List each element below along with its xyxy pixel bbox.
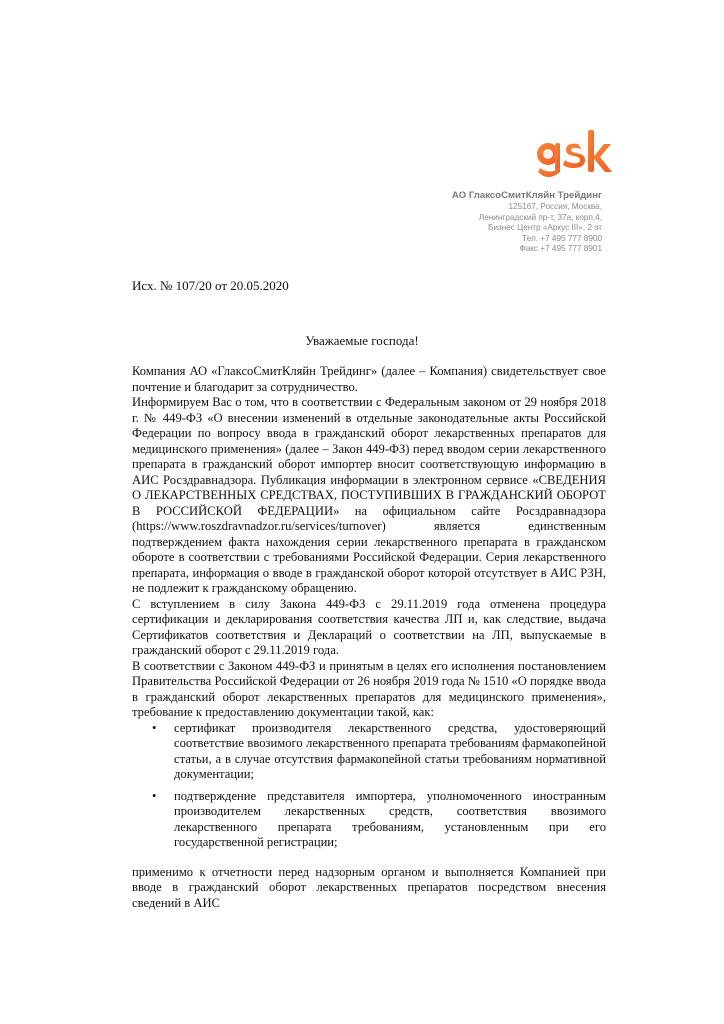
address-line: 125167, Россия, Москва, [508,202,602,211]
fax-line: Факс +7 495 777 8901 [519,244,602,254]
gsk-logo [526,116,612,192]
address-line: Ленинградский пр-т, 37а, корп.4, [478,212,602,222]
requirements-list [132,721,606,851]
paragraph: С вступлением в силу Закона 449-ФЗ с 29.11.2019 года отменена процедура сертификации и декларирования соответствия качества ЛП и, как следствие, выдача Сертификатов соответствия и Деклараций о соответствии на ЛП, выпускаемые в гражданский оборот с 29.11.2019 года. [132,596,606,657]
list-item: • сертификат производителя лекарственного средства, удостоверяющий соответствие ввозимого лекарственного препарата требованиям фармакопейной статьи, а в случае отсутствия фармакопейной статьи требованиям нормативной документации; [174,721,606,783]
phone-line: Тел. +7 495 777 8900 [522,233,602,243]
letter-body [132,364,606,911]
gsk-logo-icon [526,116,612,192]
paragraph: В соответствии с Законом 449-ФЗ и принятым в целях его исполнения постановлением Правительства Российской Федерации от 26 ноября 2019 года № 1510 «О порядке ввода в гражданский оборот лекарственных препаратов для медицинского применения», требование к предоставлению документации такой, как: [132,658,606,719]
outgoing-reference: Исх. № 107/20 от 20.05.2020 [132,278,289,293]
paragraph: применимо к отчетности перед надзорным органом и выполняется Компанией при вводе в гражданский оборот лекарственных препаратов посредством внесения сведений в АИС [132,864,606,910]
sender-address-block [452,189,602,255]
sender-company-name: АО ГлаксоСмитКляйн Трейдинг [451,190,602,201]
paragraph: Компания АО «ГлаксоСмитКляйн Трейдинг» (далее – Компания) свидетельствует свое почтение и благодарит за сотрудничество. [132,364,606,394]
list-item: • подтверждение представителя импортера, уполномоченного иностранным производителем лекарственных средств, соответствия ввозимого лекарственного препарата требованиям, установленным при его государственной регистрации; [174,789,606,851]
greeting: Уважаемые господа! [305,333,419,348]
address-line: Бизнес Центр «Аркус III», 2 эт [488,223,602,233]
paragraph: Информируем Вас о том, что в соответствии с Федеральным законом от 29 ноября 2018 г. № 449-ФЗ «О внесении изменений в отдельные законодательные акты Российской Федерации по вопросу ввода в гражданский оборот лекарственных препаратов для медицинского применения» (далее – Закон 449-ФЗ) перед вводом серии лекарственного препарата в гражданский оборот импортер вносит соответствующую информацию в АИС Росздравнадзора. Публикация информации в электронном сервисе «СВЕДЕНИЯ О ЛЕКАРСТВЕННЫХ СРЕДСТВАХ, ПОСТУПИВШИХ В ГРАЖДАНСКИЙ ОБОРОТ В РОССИЙСКОЙ ФЕДЕРАЦИИ» на официальном сайте Росздравнадзора (https://www.roszdravnadzor.ru/services/turnover) является единственным подтверждением факта нахождения серии лекарственного препарата в гражданском обороте в соответствии с требованиями Российской Федерации. Серия лекарственного препарата, информация о вводе в гражданской оборот которой отсутствует в АИС РЗН, не подлежит к гражданскому обращению. [132,395,606,595]
